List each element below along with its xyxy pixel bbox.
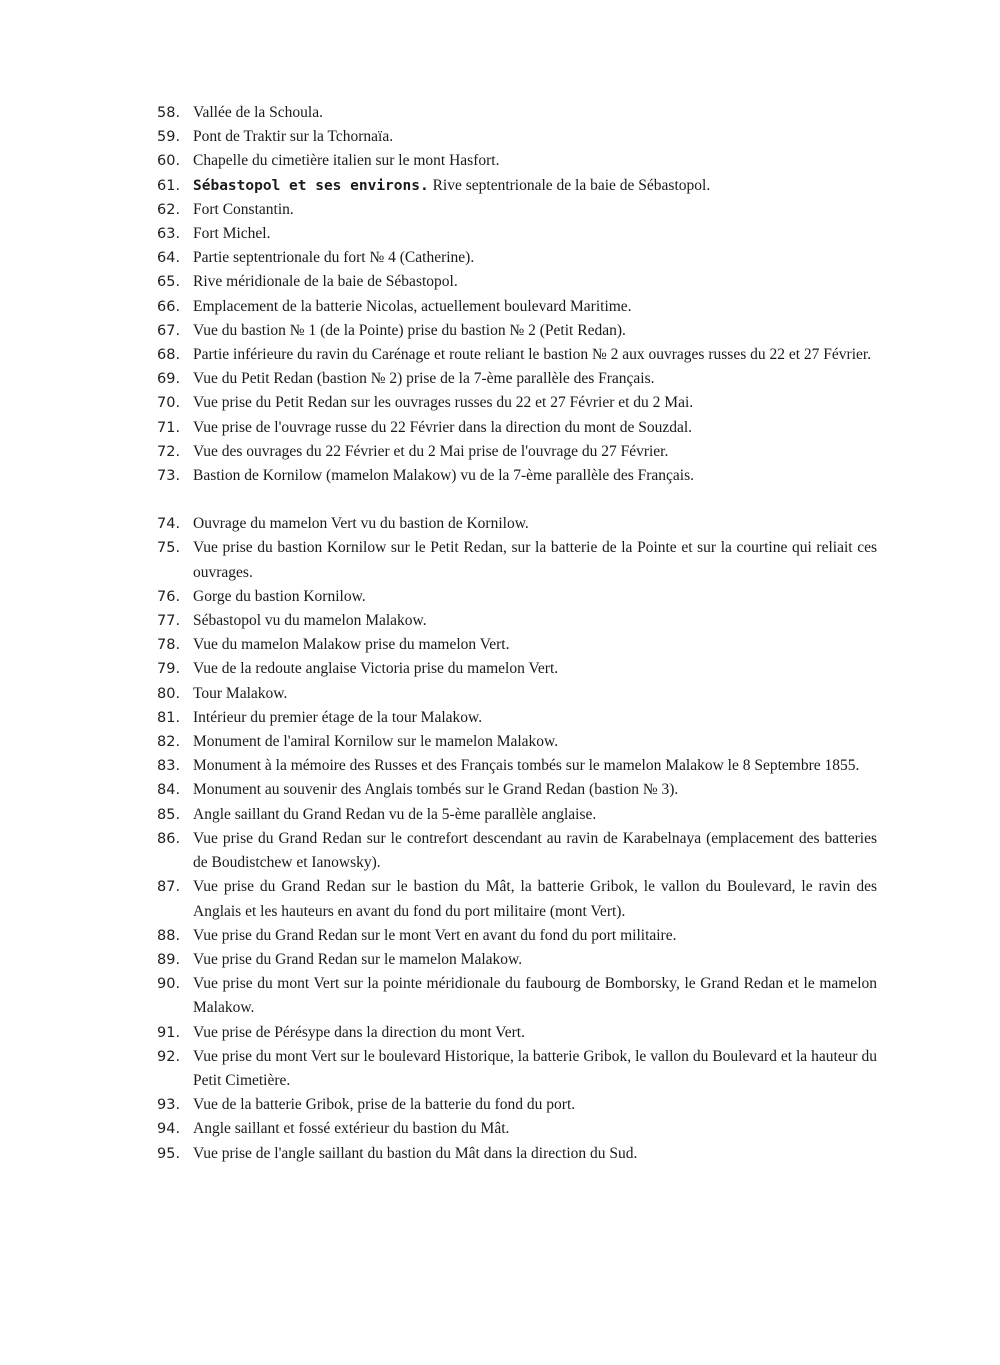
item-number: 74. <box>157 516 181 533</box>
item-text: Vue du Petit Redan (bastion № 2) prise de la 7-ème parallèle des Français. <box>193 370 655 388</box>
item-number: 58. <box>157 105 181 121</box>
item-number: 65. <box>157 274 181 291</box>
item-text: Monument au souvenir des Anglais tombés sur le Grand Redan (bastion № 3). <box>193 781 679 799</box>
item-text: Monument à la mémoire des Russes et des Français tombés sur le mamelon Malakow le 8 Septembre 1855. <box>193 757 860 775</box>
item-text: Tour Malakow. <box>193 684 288 702</box>
list-item <box>157 827 877 875</box>
list-item <box>157 706 877 730</box>
item-text: Vue prise de l'angle saillant du bastion du Mât dans la direction du Sud. <box>193 1144 638 1162</box>
item-number: 92. <box>157 1048 181 1065</box>
item-text: Vue du mamelon Malakow prise du mamelon Vert. <box>193 636 510 654</box>
item-number: 69. <box>157 371 181 388</box>
item-text: Vue de la redoute anglaise Victoria prise du mamelon Vert. <box>193 660 559 678</box>
list-item <box>157 174 877 198</box>
list-item <box>157 1142 877 1166</box>
list-item <box>157 972 877 1020</box>
item-text: Vue prise du mont Vert sur la pointe méridionale du faubourg de Bomborsky, le Grand Redan et le mamelon Malakow. <box>193 975 877 1017</box>
item-number: 84. <box>157 782 181 799</box>
item-text: Vallée de la Schoula. <box>193 104 323 121</box>
item-text: Vue de la batterie Gribok, prise de la batterie du fond du port. <box>193 1096 576 1114</box>
item-text: Vue prise du Petit Redan sur les ouvrages russes du 22 et 27 Février et du 2 Mai. <box>193 394 694 412</box>
list-item <box>157 536 877 584</box>
item-text: Pont de Traktir sur la Tchornaïa. <box>193 128 394 146</box>
list-item <box>157 609 877 633</box>
photo-index-list <box>157 101 877 1166</box>
item-number: 75. <box>157 540 181 557</box>
list-item <box>157 416 877 440</box>
item-text: Bastion de Kornilow (mamelon Malakow) vu de la 7-ème parallèle des Français. <box>193 467 695 485</box>
list-item <box>157 1117 877 1141</box>
item-number: 82. <box>157 734 181 751</box>
list-item <box>157 343 877 367</box>
item-text: Angle saillant du Grand Redan vu de la 5-ème parallèle anglaise. <box>193 805 597 823</box>
item-text <box>193 174 877 198</box>
item-number: 70. <box>157 395 181 412</box>
item-number: 72. <box>157 443 181 460</box>
item-text: Vue prise de Pérésype dans la direction du mont Vert. <box>193 1023 525 1041</box>
list-item <box>157 512 877 536</box>
item-number: 95. <box>157 1145 181 1162</box>
list-item <box>157 367 877 391</box>
list-item <box>157 440 877 464</box>
item-text: Partie inférieure du ravin du Carénage et route reliant le bastion № 2 aux ouvrages russes du 22 et 27 Février. <box>193 346 872 364</box>
item-number: 60. <box>157 153 181 170</box>
item-text: Vue des ouvrages du 22 Février et du 2 Mai prise de l'ouvrage du 27 Février. <box>193 442 669 460</box>
list-item <box>157 633 877 657</box>
list-item <box>157 391 877 415</box>
item-text: Intérieur du premier étage de la tour Malakow. <box>193 708 483 726</box>
item-number: 81. <box>157 709 181 726</box>
item-number: 86. <box>157 830 181 847</box>
item-text: Vue du bastion № 1 (de la Pointe) prise du bastion № 2 (Petit Redan). <box>193 321 626 339</box>
item-text: Chapelle du cimetière italien sur le mont Hasfort. <box>193 152 500 170</box>
item-text: Fort Michel. <box>193 225 271 243</box>
item-number: 63. <box>157 226 181 243</box>
list-item <box>157 222 877 246</box>
list-item <box>157 246 877 270</box>
item-text: Vue prise du Grand Redan sur le mont Vert en avant du fond du port militaire. <box>193 926 677 944</box>
item-number: 77. <box>157 613 181 630</box>
list-item <box>157 1093 877 1117</box>
item-text-rest: Rive septentrionale de la baie de Sébastopol. <box>432 176 711 194</box>
list-item <box>157 1045 877 1093</box>
item-text: Vue prise du mont Vert sur le boulevard Historique, la batterie Gribok, le vallon du Boulevard et la hauteur du Petit Cimetière. <box>193 1047 877 1089</box>
list-item <box>157 464 877 488</box>
list-item <box>157 948 877 972</box>
list-item <box>157 875 877 923</box>
section-heading: Sébastopol et ses environs. <box>193 177 429 194</box>
item-text: Vue prise du Grand Redan sur le bastion du Mât, la batterie Gribok, le vallon du Boulevard, le ravin des Anglais et les hauteurs en avant du fond du port militaire (mont Vert). <box>193 878 877 920</box>
item-text: Sébastopol vu du mamelon Malakow. <box>193 612 427 630</box>
list-item <box>157 1021 877 1045</box>
item-number: 83. <box>157 758 181 775</box>
list-item <box>157 585 877 609</box>
item-number: 64. <box>157 250 181 267</box>
item-number: 90. <box>157 976 181 993</box>
item-text: Ouvrage du mamelon Vert vu du bastion de Kornilow. <box>193 515 529 533</box>
list-item <box>157 730 877 754</box>
list-item <box>157 924 877 948</box>
item-number: 89. <box>157 951 181 968</box>
item-number: 59. <box>157 129 181 146</box>
item-number: 85. <box>157 806 181 823</box>
item-number: 94. <box>157 1121 181 1138</box>
item-number: 91. <box>157 1024 181 1041</box>
item-text: Vue prise de l'ouvrage russe du 22 Février dans la direction du mont de Souzdal. <box>193 418 693 436</box>
list-item <box>157 657 877 681</box>
list-item <box>157 198 877 222</box>
list-item <box>157 101 877 125</box>
item-text: Gorge du bastion Kornilow. <box>193 587 366 605</box>
item-number: 61. <box>157 177 181 194</box>
item-number: 79. <box>157 661 181 678</box>
item-number: 62. <box>157 201 181 218</box>
list-item <box>157 149 877 173</box>
item-number: 68. <box>157 347 181 364</box>
item-number: 66. <box>157 298 181 315</box>
item-number: 88. <box>157 927 181 944</box>
list-item <box>157 803 877 827</box>
item-number: 67. <box>157 322 181 339</box>
item-number: 73. <box>157 468 181 485</box>
list-item <box>157 778 877 802</box>
item-number: 93. <box>157 1097 181 1114</box>
item-text: Fort Constantin. <box>193 200 294 218</box>
item-number: 71. <box>157 419 181 436</box>
list-item <box>157 319 877 343</box>
item-text: Partie septentrionale du fort № 4 (Catherine). <box>193 249 475 267</box>
list-item <box>157 295 877 319</box>
list-item <box>157 270 877 294</box>
item-number: 76. <box>157 588 181 605</box>
item-text: Emplacement de la batterie Nicolas, actuellement boulevard Maritime. <box>193 297 632 315</box>
item-text: Angle saillant et fossé extérieur du bastion du Mât. <box>193 1120 510 1138</box>
item-number: 78. <box>157 637 181 654</box>
item-number: 80. <box>157 685 181 702</box>
list-item <box>157 125 877 149</box>
list-item <box>157 754 877 778</box>
item-number: 87. <box>157 879 181 896</box>
item-text: Vue prise du Grand Redan sur le contrefort descendant au ravin de Karabelnaya (emplacement des batteries de Boudistchew et Ianowsky). <box>193 829 877 872</box>
item-text: Vue prise du bastion Kornilow sur le Petit Redan, sur la batterie de la Pointe et sur la courtine qui reliait ces ouvrages. <box>193 539 877 581</box>
item-text: Monument de l'amiral Kornilow sur le mamelon Malakow. <box>193 733 559 751</box>
item-text: Rive méridionale de la baie de Sébastopol. <box>193 273 458 291</box>
list-item <box>157 682 877 706</box>
item-text: Vue prise du Grand Redan sur le mamelon Malakow. <box>193 950 523 968</box>
